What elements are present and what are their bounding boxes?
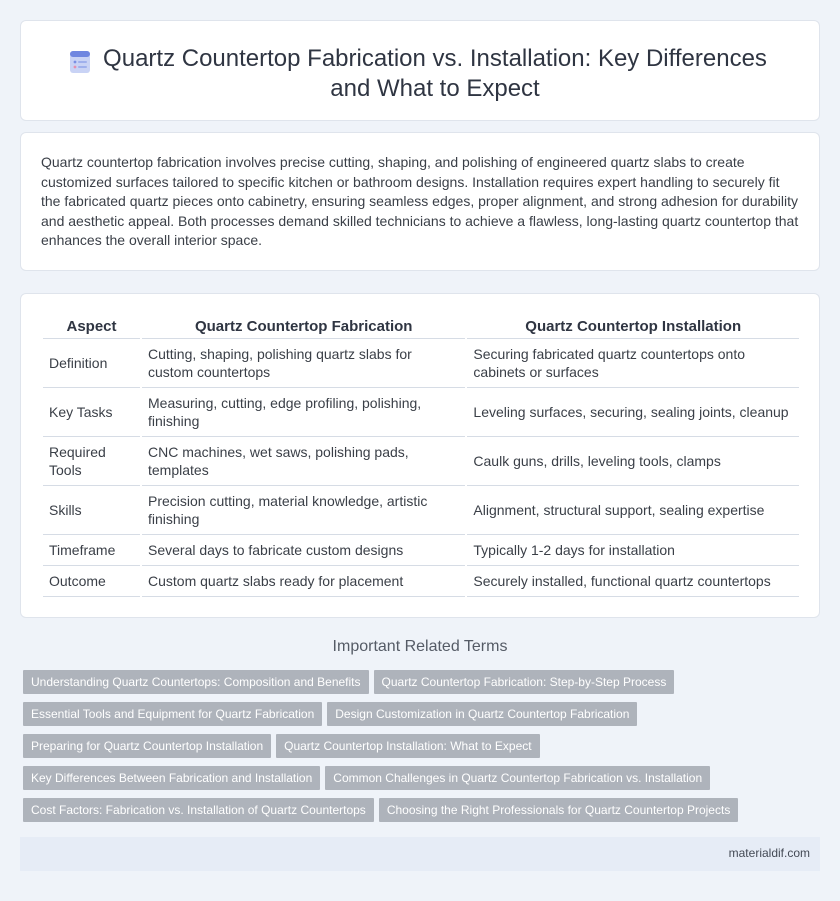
related-term-tag[interactable]: Preparing for Quartz Countertop Installation (23, 734, 271, 758)
installation-cell: Typically 1-2 days for installation (466, 535, 799, 566)
fabrication-cell: CNC machines, wet saws, polishing pads, templates (141, 437, 466, 486)
column-header-aspect: Aspect (43, 316, 141, 339)
installation-cell: Alignment, structural support, sealing expertise (466, 486, 799, 535)
installation-cell: Securing fabricated quartz countertops onto cabinets or surfaces (466, 339, 799, 388)
table-row (43, 566, 799, 597)
title-card (20, 20, 820, 121)
comparison-table (43, 316, 799, 597)
comparison-table-card (20, 293, 820, 618)
fabrication-cell: Precision cutting, material knowledge, artistic finishing (141, 486, 466, 535)
installation-cell: Caulk guns, drills, leveling tools, clamps (466, 437, 799, 486)
aspect-cell: Outcome (43, 566, 141, 597)
related-term-tag[interactable]: Quartz Countertop Fabrication: Step-by-Step Process (374, 670, 675, 694)
footer (20, 837, 820, 871)
fabrication-cell: Measuring, cutting, edge profiling, polishing, finishing (141, 388, 466, 437)
related-term-tag[interactable]: Choosing the Right Professionals for Quartz Countertop Projects (379, 798, 739, 822)
table-row (43, 535, 799, 566)
aspect-cell: Required Tools (43, 437, 141, 486)
aspect-cell: Definition (43, 339, 141, 388)
aspect-cell: Timeframe (43, 535, 141, 566)
related-term-tag[interactable]: Key Differences Between Fabrication and Installation (23, 766, 320, 790)
table-header-row (43, 316, 799, 339)
related-term-tag[interactable]: Essential Tools and Equipment for Quartz Fabrication (23, 702, 322, 726)
table-row (43, 339, 799, 388)
fabrication-cell: Custom quartz slabs ready for placement (141, 566, 466, 597)
table-row (43, 486, 799, 535)
related-term-tag[interactable]: Quartz Countertop Installation: What to Expect (276, 734, 539, 758)
site-name[interactable]: materialdif.com (728, 846, 810, 860)
column-header-fabrication: Quartz Countertop Fabrication (141, 316, 466, 339)
table-row (43, 388, 799, 437)
related-term-tag[interactable]: Design Customization in Quartz Countertop Fabrication (327, 702, 637, 726)
table-row (43, 437, 799, 486)
column-header-installation: Quartz Countertop Installation (466, 316, 799, 339)
related-terms-list (23, 670, 823, 830)
aspect-cell: Key Tasks (43, 388, 141, 437)
related-term-tag[interactable]: Common Challenges in Quartz Countertop Fabrication vs. Installation (325, 766, 710, 790)
fabrication-cell: Several days to fabricate custom designs (141, 535, 466, 566)
page-title: Quartz Countertop Fabrication vs. Installation: Key Differences and What to Expect (103, 45, 767, 102)
related-term-tag[interactable]: Cost Factors: Fabrication vs. Installation of Quartz Countertops (23, 798, 374, 822)
aspect-cell: Skills (43, 486, 141, 535)
installation-cell: Leveling surfaces, securing, sealing joints, cleanup (466, 388, 799, 437)
related-terms-heading: Important Related Terms (332, 638, 508, 655)
fabrication-cell: Cutting, shaping, polishing quartz slabs for custom countertops (141, 339, 466, 388)
installation-cell: Securely installed, functional quartz countertops (466, 566, 799, 597)
intro-card (20, 132, 820, 271)
related-term-tag[interactable]: Understanding Quartz Countertops: Composition and Benefits (23, 670, 369, 694)
intro-paragraph: Quartz countertop fabrication involves precise cutting, shaping, and polishing of engineered quartz slabs to create customized surfaces tailored to specific kitchen or bathroom designs. Installation requires expert handling to securely fit the fabricated quartz pieces onto cabinetry, ensuring seamless edges, proper alignment, and strong adhesion for durability and aesthetic appeal. Both processes demand skilled technicians to achieve a flawless, long-lasting quartz countertop that enhances the overall interior space. (41, 154, 799, 249)
